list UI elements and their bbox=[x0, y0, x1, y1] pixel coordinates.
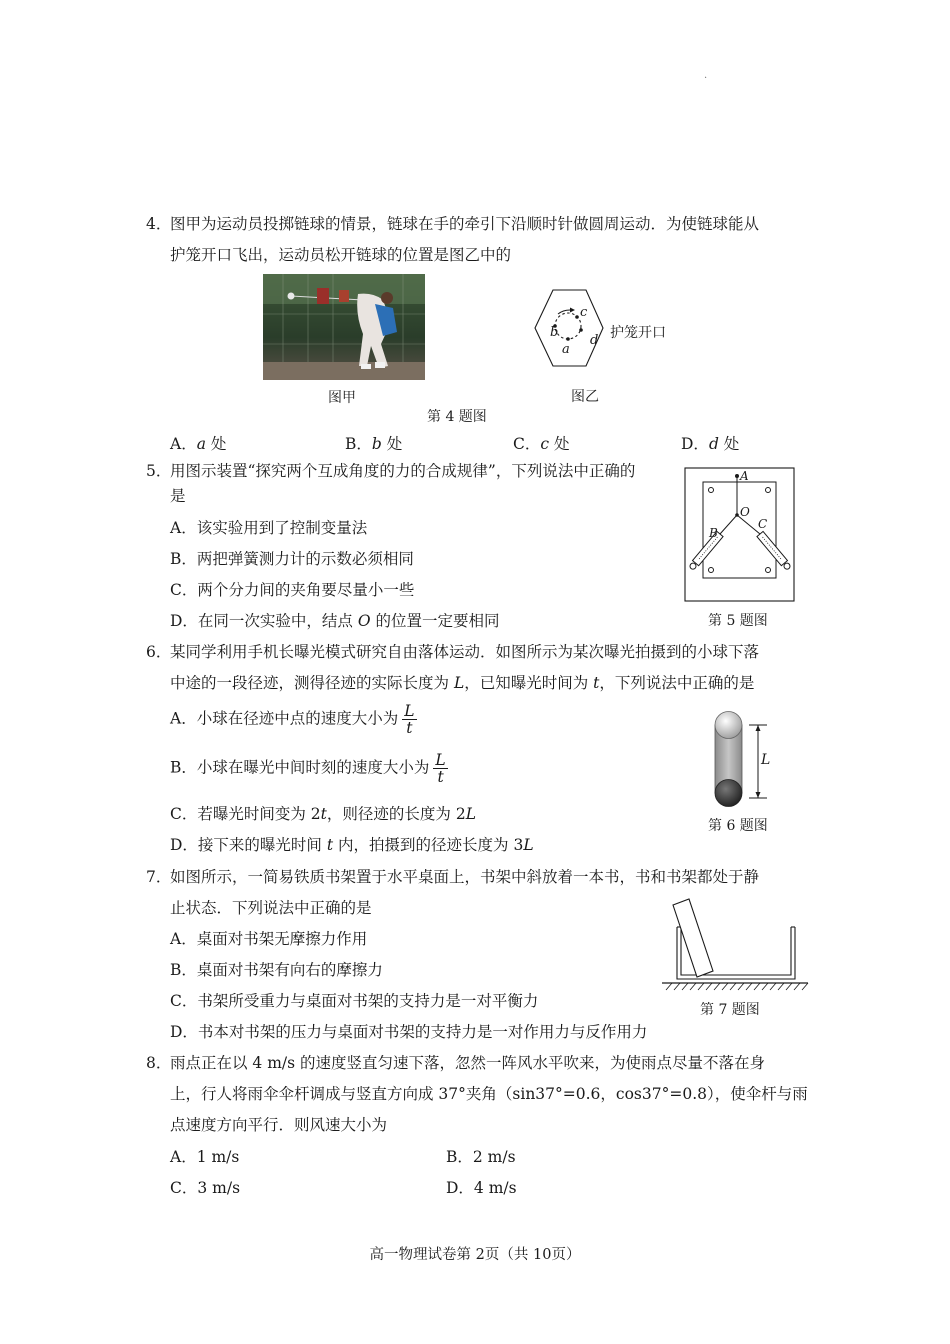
point-d-label: d bbox=[590, 333, 599, 348]
q5-option-b[interactable]: B．两把弹簧测力计的示数必须相同 bbox=[170, 550, 414, 568]
q4-number: 4． bbox=[146, 215, 172, 233]
fig-jia-label: 图甲 bbox=[328, 390, 356, 406]
fig5-label-o: O bbox=[740, 505, 750, 519]
q8-stem-line-2: 上，行人将雨伞伞杆调成与竖直方向成 37°夹角（sin37°=0.6，cos37°=0.8），使伞杆与雨 bbox=[170, 1085, 808, 1103]
q7-option-b[interactable]: B．桌面对书架有向右的摩擦力 bbox=[170, 961, 383, 979]
point-b-label: b bbox=[550, 325, 559, 340]
q5-option-d[interactable]: D．在同一次实验中，结点 O 的位置一定要相同 bbox=[170, 612, 500, 630]
q6-option-d[interactable]: D．接下来的曝光时间 t 内，拍摄到的径迹长度为 3L bbox=[170, 836, 534, 854]
q5-stem-line-1: 用图示装置“探究两个互成角度的力的合成规律”，下列说法中正确的 bbox=[170, 462, 636, 480]
q8-option-d[interactable]: D．4 m/s bbox=[446, 1179, 517, 1197]
q6-stem-line-1: 某同学利用手机长曝光模式研究自由落体运动．如图所示为某次曝光拍摄到的小球下落 bbox=[170, 643, 760, 661]
page-footer: 高一物理试卷第 2页（共 10页） bbox=[369, 1247, 581, 1263]
q4-stem-line-1: 图甲为运动员投掷链球的情景，链球在手的牵引下沿顺时针做圆周运动．为使链球能从 bbox=[170, 215, 760, 233]
q4-stem-line-2: 护笼开口飞出，运动员松开链球的位置是图乙中的 bbox=[170, 246, 512, 264]
q6-number: 6． bbox=[146, 643, 172, 661]
q8-option-b[interactable]: B．2 m/s bbox=[446, 1148, 516, 1166]
q5-caption: 第 5 题图 bbox=[708, 613, 768, 629]
q7-option-c[interactable]: C．书架所受重力与桌面对书架的支持力是一对平衡力 bbox=[170, 992, 539, 1010]
hammer-throw-photo bbox=[263, 274, 425, 380]
q4-caption: 第 4 题图 bbox=[427, 409, 487, 425]
bookshelf-diagram bbox=[660, 893, 810, 997]
q5-option-c[interactable]: C．两个分力间的夹角要尽量小一些 bbox=[170, 581, 415, 599]
q7-option-d[interactable]: D．书本对书架的压力与桌面对书架的支持力是一对作用力与反作用力 bbox=[170, 1023, 648, 1041]
q7-caption: 第 7 题图 bbox=[700, 1002, 760, 1018]
q5-stem-line-2: 是 bbox=[170, 487, 186, 505]
q7-number: 7． bbox=[146, 868, 172, 886]
q4-option-c[interactable]: C．c 处 bbox=[513, 435, 570, 453]
page-mark: . bbox=[704, 70, 708, 81]
q6-option-a[interactable]: A．小球在径迹中点的速度大小为 $\frac{L}{t}$ bbox=[170, 702, 415, 737]
q7-stem-line-2: 止状态．下列说法中正确的是 bbox=[170, 899, 372, 917]
q6-stem-line-2: 中途的一段径迹，测得径迹的实际长度为 L，已知曝光时间为 t，下列说法中正确的是 bbox=[170, 674, 755, 692]
point-c-label: c bbox=[580, 305, 588, 320]
q7-stem-line-1: 如图所示，一简易铁质书架置于水平桌面上，书架中斜放着一本书，书和书架都处于静 bbox=[170, 868, 760, 886]
q8-number: 8． bbox=[146, 1054, 172, 1072]
cage-opening-label: 护笼开口 bbox=[610, 325, 666, 341]
q4-option-d[interactable]: D．d 处 bbox=[681, 435, 740, 453]
q8-stem-line-3: 点速度方向平行．则风速大小为 bbox=[170, 1116, 388, 1134]
fig6-length-label: L bbox=[761, 752, 771, 768]
fig5-label-a: A bbox=[740, 469, 749, 483]
q4-option-b[interactable]: B．b 处 bbox=[345, 435, 403, 453]
q8-stem-line-1: 雨点正在以 4 m/s 的速度竖直匀速下落，忽然一阵风水平吹来，为使雨点尽量不落在身 bbox=[170, 1054, 766, 1072]
q6-caption: 第 6 题图 bbox=[708, 818, 768, 834]
force-experiment-diagram bbox=[684, 467, 796, 603]
point-a-label: a bbox=[562, 342, 570, 357]
q6-option-b[interactable]: B．小球在曝光中间时刻的速度大小为 $\frac{L}{t}$ bbox=[170, 751, 446, 786]
cage-diagram bbox=[530, 288, 610, 372]
fig-yi-label: 图乙 bbox=[571, 389, 599, 405]
q4-option-a[interactable]: A．a 处 bbox=[170, 435, 227, 453]
q8-option-a[interactable]: A．1 m/s bbox=[170, 1148, 240, 1166]
fig5-label-c: C bbox=[758, 517, 768, 531]
q8-option-c[interactable]: C．3 m/s bbox=[170, 1179, 241, 1197]
q6-option-c[interactable]: C．若曝光时间变为 2t，则径迹的长度为 2L bbox=[170, 805, 476, 823]
fig5-label-b: B bbox=[709, 526, 718, 540]
q5-number: 5． bbox=[146, 462, 172, 480]
q7-option-a[interactable]: A．桌面对书架无摩擦力作用 bbox=[170, 930, 368, 948]
q5-option-a[interactable]: A．该实验用到了控制变量法 bbox=[170, 519, 368, 537]
